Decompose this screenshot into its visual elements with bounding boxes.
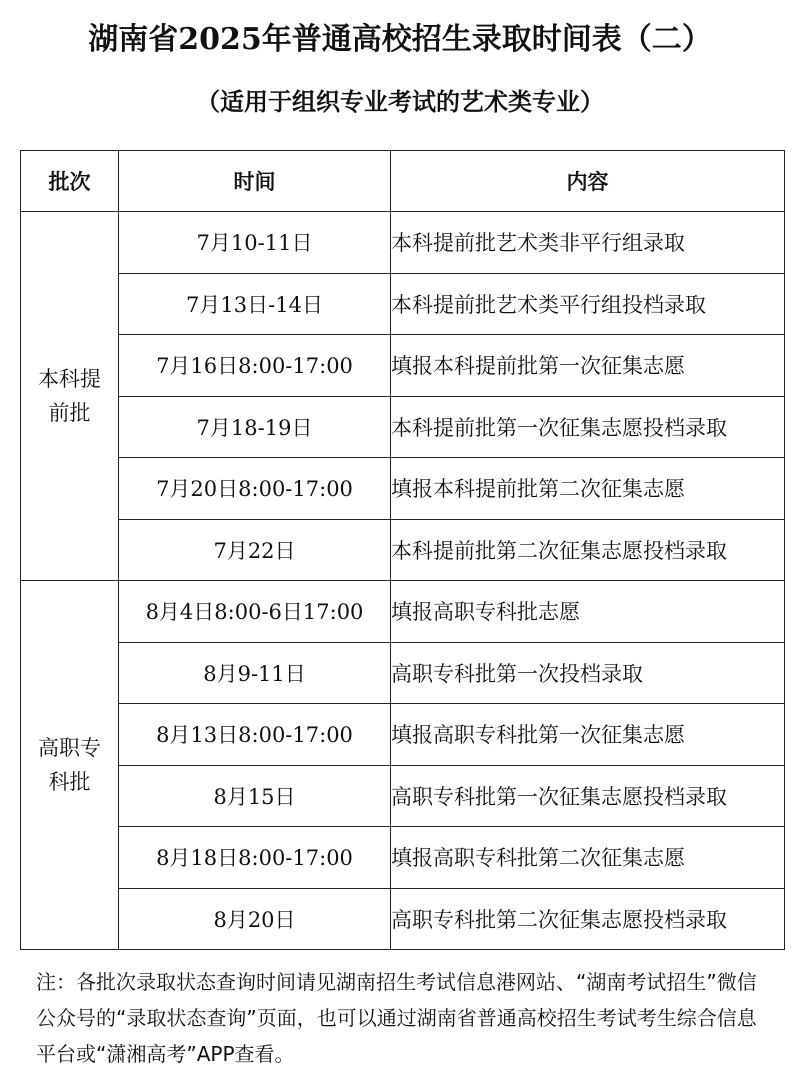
content-cell: 填报本科提前批第一次征集志愿 xyxy=(391,335,785,397)
table-row xyxy=(21,642,785,704)
time-cell: 8月4日8:00-6日17:00 xyxy=(119,581,391,643)
content-cell: 本科提前批第二次征集志愿投档录取 xyxy=(391,519,785,581)
time-cell: 7月22日 xyxy=(119,519,391,581)
table-header-row xyxy=(21,151,785,212)
schedule-table xyxy=(20,150,785,950)
time-cell: 8月15日 xyxy=(119,765,391,827)
page-subtitle: （适用于组织专业考试的艺术类专业） xyxy=(196,88,604,116)
page-title: 湖南省2025年普通高校招生录取时间表（二） xyxy=(88,22,712,57)
header-content: 内容 xyxy=(391,151,785,212)
content-cell: 高职专科批第一次征集志愿投档录取 xyxy=(391,765,785,827)
time-cell: 7月18-19日 xyxy=(119,396,391,458)
table-row xyxy=(21,212,785,274)
content-cell: 填报本科提前批第二次征集志愿 xyxy=(391,458,785,520)
header-time: 时间 xyxy=(119,151,391,212)
table-row xyxy=(21,581,785,643)
time-cell: 7月16日8:00-17:00 xyxy=(119,335,391,397)
batch-cell-vocational xyxy=(21,581,119,950)
table-row xyxy=(21,765,785,827)
time-cell: 8月20日 xyxy=(119,888,391,950)
table-row xyxy=(21,335,785,397)
content-cell: 填报高职专科批志愿 xyxy=(391,581,785,643)
time-cell: 8月18日8:00-17:00 xyxy=(119,827,391,889)
time-cell: 7月10-11日 xyxy=(119,212,391,274)
table-row xyxy=(21,519,785,581)
table-row xyxy=(21,396,785,458)
table-row xyxy=(21,704,785,766)
content-cell: 本科提前批艺术类非平行组录取 xyxy=(391,212,785,274)
batch-label: 本科提前批 xyxy=(38,367,101,425)
table-row xyxy=(21,458,785,520)
content-cell: 填报高职专科批第二次征集志愿 xyxy=(391,827,785,889)
header-batch: 批次 xyxy=(21,151,119,212)
time-cell: 7月13日-14日 xyxy=(119,273,391,335)
time-cell: 8月9-11日 xyxy=(119,642,391,704)
time-cell: 7月20日8:00-17:00 xyxy=(119,458,391,520)
content-cell: 本科提前批第一次征集志愿投档录取 xyxy=(391,396,785,458)
content-cell: 填报高职专科批第一次征集志愿 xyxy=(391,704,785,766)
content-cell: 本科提前批艺术类平行组投档录取 xyxy=(391,273,785,335)
table-row xyxy=(21,827,785,889)
footnote: 注：各批次录取状态查询时间请见湖南招生考试信息港网站、“湖南考试招生”微信公众号的“录取状态查询”页面，也可以通过湖南省普通高校招生考试考生综合信息平台或“潇湘高考”APP查看。 xyxy=(36,970,757,1066)
content-cell: 高职专科批第一次投档录取 xyxy=(391,642,785,704)
time-cell: 8月13日8:00-17:00 xyxy=(119,704,391,766)
table-row xyxy=(21,273,785,335)
batch-cell-undergrad-early xyxy=(21,212,119,581)
table-row xyxy=(21,888,785,950)
batch-label: 高职专科批 xyxy=(38,736,101,794)
content-cell: 高职专科批第二次征集志愿投档录取 xyxy=(391,888,785,950)
